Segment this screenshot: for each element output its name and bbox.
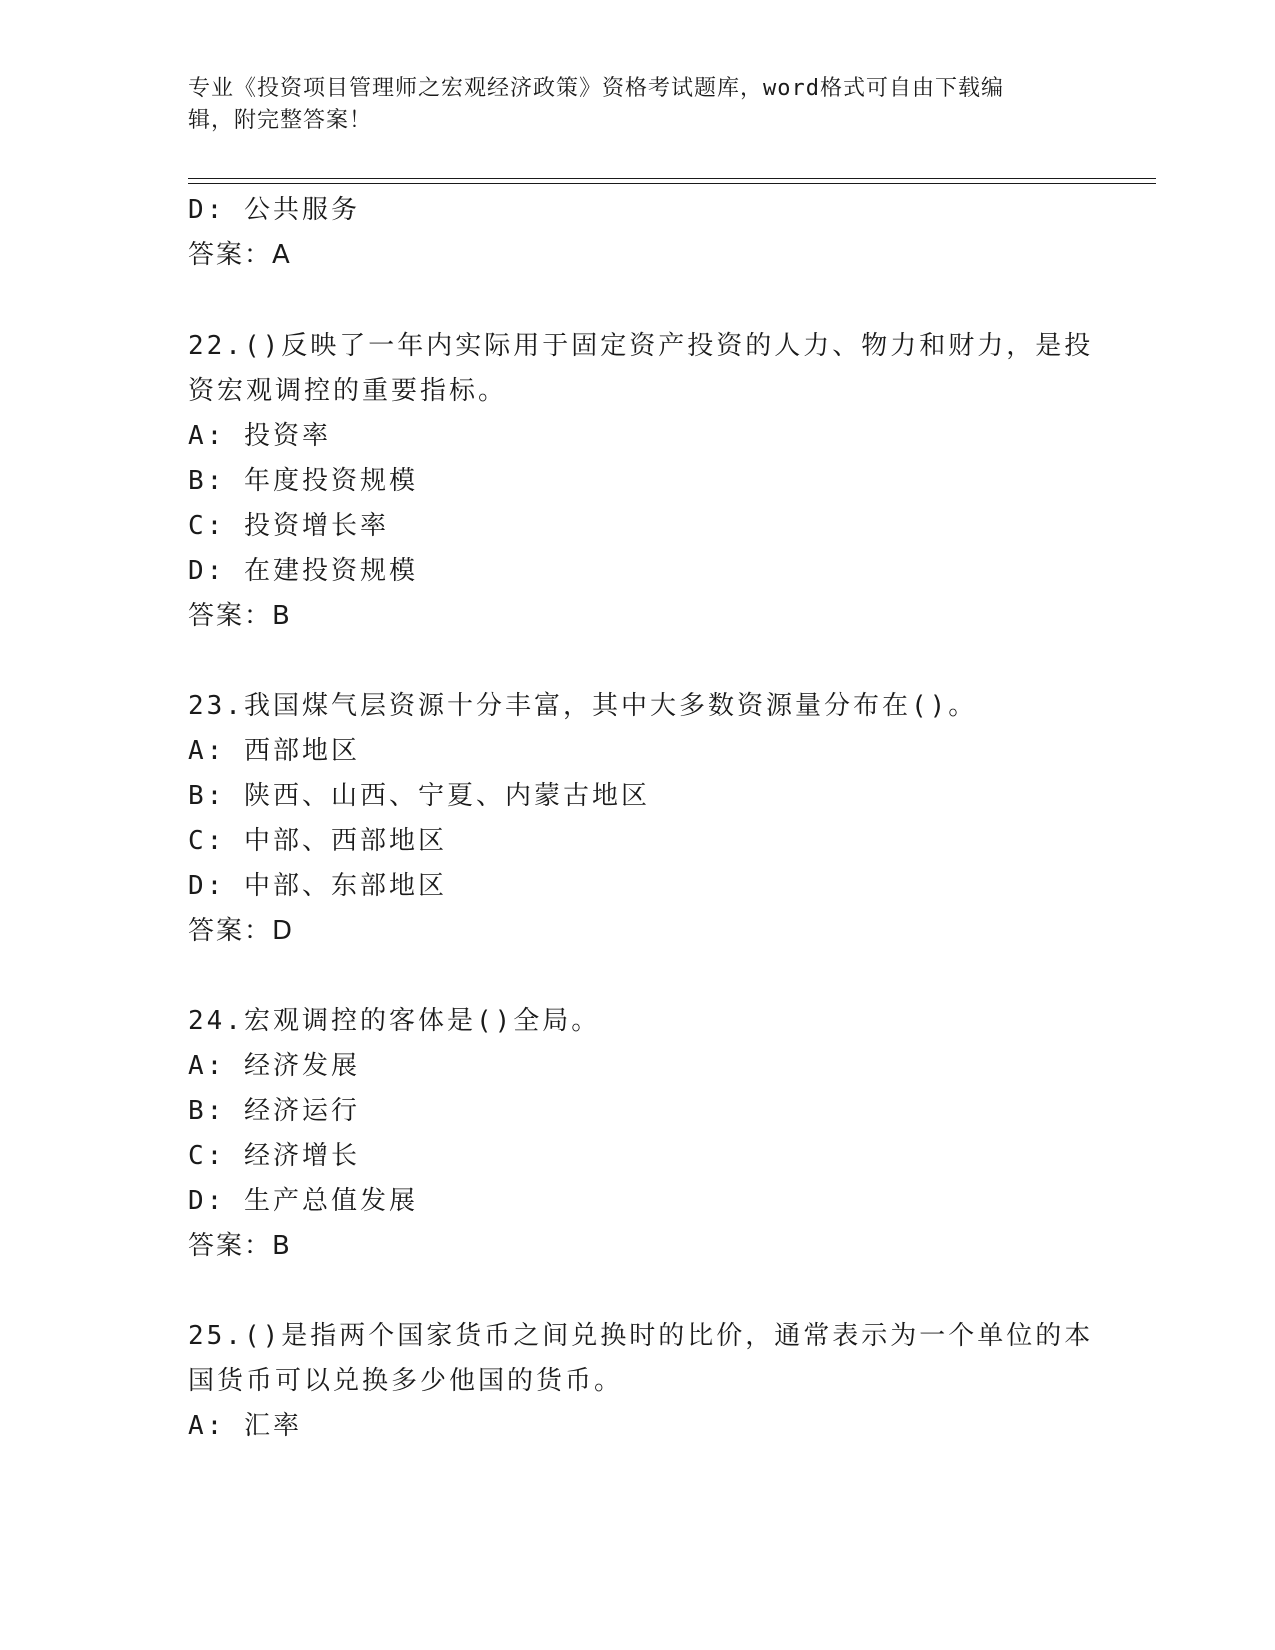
q24-stem-line-1: 24.宏观调控的客体是()全局。 [188,1006,601,1036]
header-line-1: 专业《投资项目管理师之宏观经济政策》资格考试题库，word格式可自由下载编 [188,76,1004,101]
prev-option-d: D: 公共服务 [188,195,360,225]
header-divider-bottom [188,183,1156,184]
q23-answer: 答案：D [188,916,295,946]
q24-option-d: D: 生产总值发展 [188,1186,418,1216]
q22-option-b: B: 年度投资规模 [188,466,418,496]
document-header [188,73,1068,137]
q23-option-a: A: 西部地区 [188,736,360,766]
header-divider-top [188,178,1156,179]
q22-option-d: D: 在建投资规模 [188,556,418,586]
q24-option-a: A: 经济发展 [188,1051,360,1081]
q22-answer: 答案：B [188,601,292,631]
q23-option-c: C: 中部、西部地区 [188,826,447,856]
q24-option-c: C: 经济增长 [188,1141,360,1171]
q25-stem-line-1: 25.()是指两个国家货币之间兑换时的比价，通常表示为一个单位的本 [188,1321,1094,1351]
q22-stem-line-1: 22.()反映了一年内实际用于固定资产投资的人力、物力和财力，是投 [188,331,1094,361]
q22-option-a: A: 投资率 [188,421,331,451]
q22-option-c: C: 投资增长率 [188,511,389,541]
q23-stem-line-1: 23.我国煤气层资源十分丰富，其中大多数资源量分布在()。 [188,691,978,721]
q22-stem-line-2: 资宏观调控的重要指标。 [188,376,508,406]
q25-stem-line-2: 国货币可以兑换多少他国的货币。 [188,1366,624,1396]
prev-answer: 答案：A [188,240,292,270]
q23-option-b: B: 陕西、山西、宁夏、内蒙古地区 [188,781,650,811]
q24-option-b: B: 经济运行 [188,1096,360,1126]
q25-option-a: A: 汇率 [188,1411,302,1441]
header-line-2: 辑，附完整答案！ [188,108,373,133]
q24-answer: 答案：B [188,1231,292,1261]
q23-option-d: D: 中部、东部地区 [188,871,447,901]
